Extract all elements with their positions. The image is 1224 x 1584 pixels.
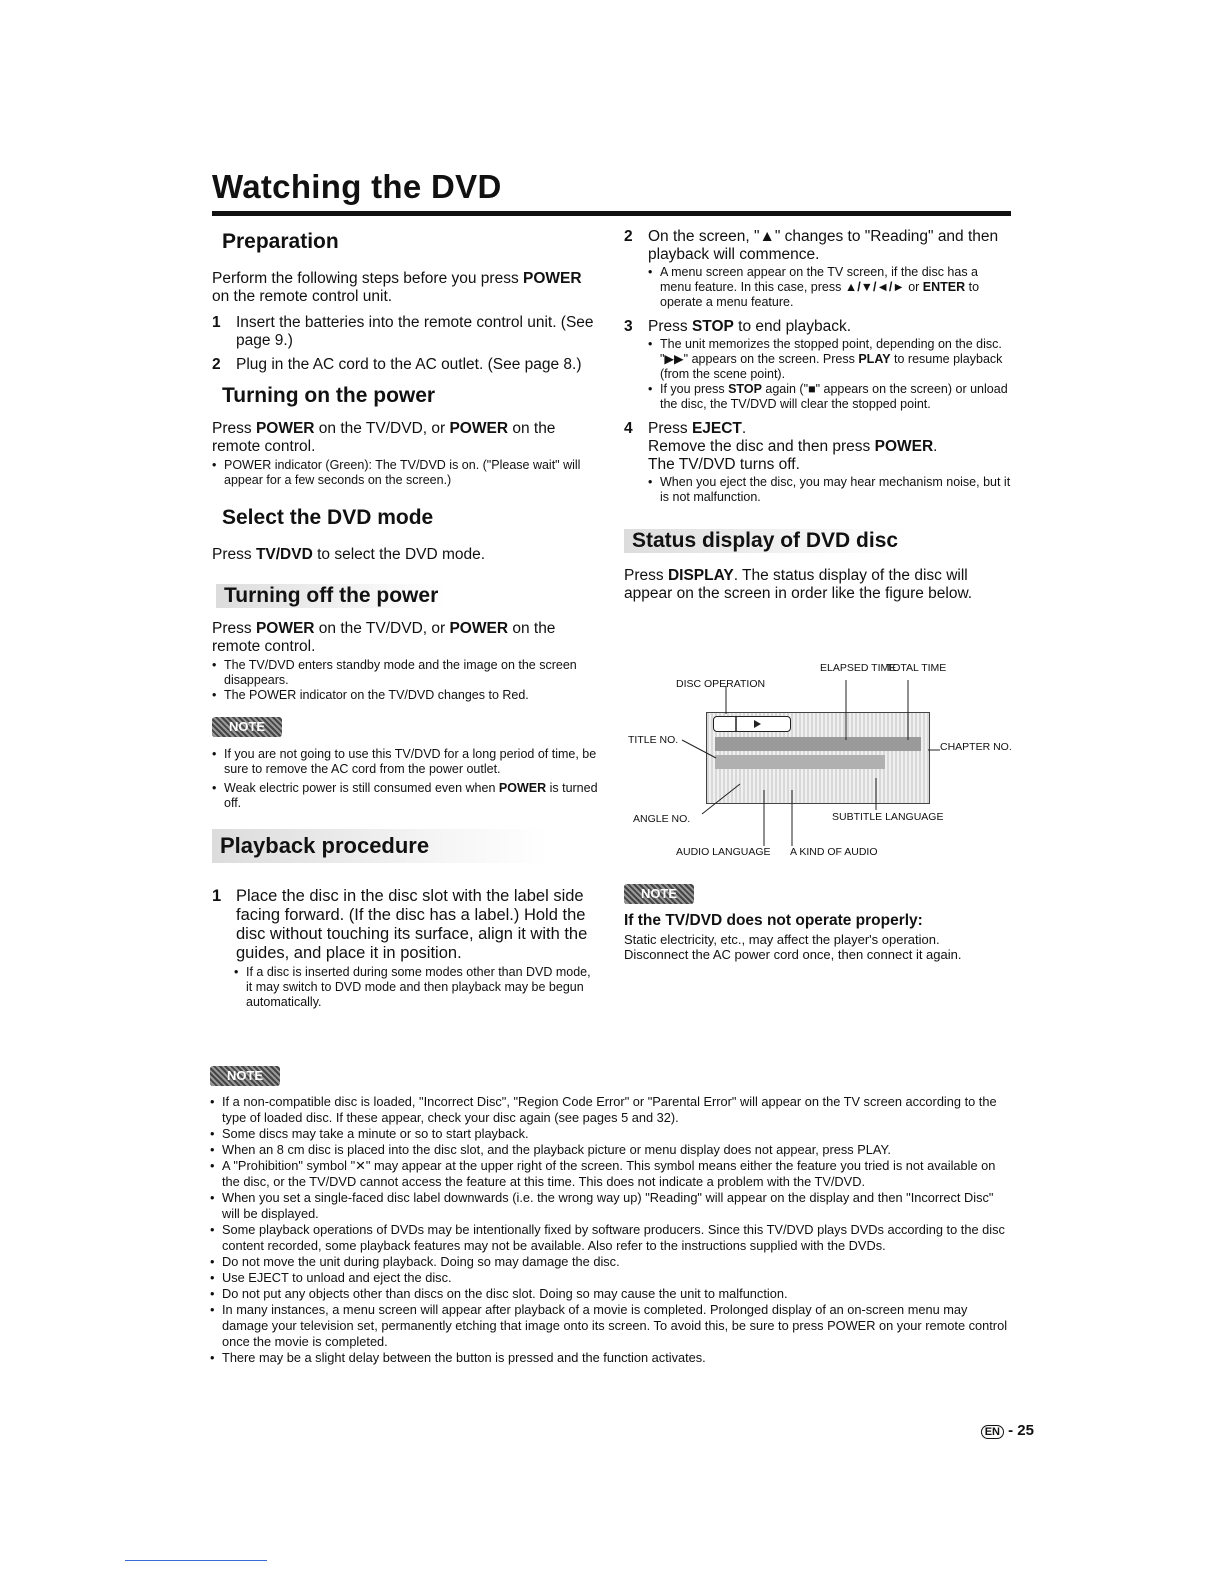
turning-on-text: Press POWER on the TV/DVD, or POWER on the remote control. xyxy=(212,420,556,455)
list-item: • When you set a single-faced disc label downwards (i.e. the wrong way up) "Reading" will appear on the display and then "Incorrect Disc" will be displayed. xyxy=(210,1190,1010,1222)
note3-bullets xyxy=(210,1094,1010,1366)
list-item: • A menu screen appear on the TV screen, if the disc has a menu feature. In this case, press ▲/▼/◄/► or ENTER to operate a menu feature. xyxy=(648,265,1012,310)
kind-of-audio-label: A KIND OF AUDIO xyxy=(790,846,878,858)
list-item: • Do not move the unit during playback. Doing so may damage the disc. xyxy=(210,1254,1010,1270)
list-item: 2 On the screen, "▲" changes to "Reading" and then playback will commence. • A menu screen appear on the TV screen, if the disc has a menu feature. In this case, press ▲/▼/◄/► or ENTER to operate a menu feature. xyxy=(624,228,1012,310)
list-item: • Some discs may take a minute or so to start playback. xyxy=(210,1126,1010,1142)
note2-line2: Disconnect the AC power cord once, then connect it again. xyxy=(624,947,962,962)
turning-on-heading: Turning on the power xyxy=(222,384,436,407)
angle-no-label: ANGLE NO. xyxy=(633,813,691,825)
note-badge: NOTE xyxy=(210,1066,280,1086)
page-title: Watching the DVD xyxy=(212,168,502,205)
status-text: Press DISPLAY. The status display of the disc will appear on the screen in order like the figure below. xyxy=(624,567,973,602)
left-column xyxy=(212,230,598,1010)
note-bullets xyxy=(212,747,598,811)
diagram-leaders xyxy=(620,660,960,850)
list-item: • The TV/DVD enters standby mode and the image on the screen disappears. xyxy=(212,658,598,688)
turning-off-bullets xyxy=(212,658,598,703)
list-item: 3 Press STOP to end playback. • The unit memorizes the stopped point, depending on the disc. "▶▶" appears on the screen. Press PLAY to resume playback (from the scene point). • If you press STOP again ("■" appears on the screen) or unload the disc, the TV/DVD will clear the stopped point. xyxy=(624,318,1012,412)
list-item: • If a disc is inserted during some modes other than DVD mode, it may switch to DVD mode and then playback may be begun automatically. xyxy=(234,965,598,1010)
elapsed-time-label: ELAPSED TIME xyxy=(820,662,897,674)
note2-line1: Static electricity, etc., may affect the player's operation. xyxy=(624,932,940,947)
title-no-label: TITLE NO. xyxy=(628,734,679,746)
list-item: 4 Press EJECT. Remove the disc and then press POWER. The TV/DVD turns off. • When you eject the disc, you may hear mechanism noise, but it is not malfunction. xyxy=(624,420,1012,505)
step3-bullets xyxy=(648,337,1012,412)
right-column xyxy=(624,228,1012,603)
list-item: • Do not put any objects other than discs on the disc slot. Doing so may cause the unit to malfunction. xyxy=(210,1286,1010,1302)
turning-on-bullets xyxy=(212,458,598,488)
note-badge: NOTE xyxy=(212,717,282,737)
list-item: • A "Prohibition" symbol "✕" may appear at the upper right of the screen. This symbol means either the feature you tried is not available on the disc, or the TV/DVD cannot access the feature at this time. This does not indicate a problem with the TV/DVD. xyxy=(210,1158,1010,1190)
list-item: • When you eject the disc, you may hear mechanism noise, but it is not malfunction. xyxy=(648,475,1012,505)
list-item: • When an 8 cm disc is placed into the disc slot, and the playback picture or menu display does not appear, press PLAY. xyxy=(210,1142,1010,1158)
playback-heading: Playback procedure xyxy=(212,829,598,863)
playback-steps-left xyxy=(212,887,598,963)
list-item: • If you press STOP again ("■" appears on the screen) or unload the disc, the TV/DVD will clear the stopped point. xyxy=(648,382,1012,412)
language-badge: EN xyxy=(981,1425,1004,1439)
preparation-heading: Preparation xyxy=(222,230,339,253)
page-number-value: - 25 xyxy=(1008,1422,1034,1439)
list-item: 2 Plug in the AC cord to the AC outlet. (See page 8.) xyxy=(212,356,582,373)
list-item: 1 Insert the batteries into the remote control unit. (See page 9.) xyxy=(212,314,594,349)
list-item: • POWER indicator (Green): The TV/DVD is on. ("Please wait" will appear for a few seconds on the screen.) xyxy=(212,458,598,488)
title-rule xyxy=(212,211,1011,216)
subtitle-language-label: SUBTITLE LANGUAGE xyxy=(832,811,944,823)
list-item: • If you are not going to use this TV/DVD for a long period of time, be sure to remove the AC cord from the power outlet. xyxy=(212,747,598,777)
chapter-no-label: CHAPTER NO. xyxy=(940,741,1012,753)
list-item: • In many instances, a menu screen will appear after playback of a movie is completed. Prolonged display of an on-screen menu may damage your television set, permanently etching that image onto its screen. To avoid this, be sure to press POWER on your remote control once the movie is completed. xyxy=(210,1302,1010,1350)
list-item: • Use EJECT to unload and eject the disc. xyxy=(210,1270,1010,1286)
status-heading: Status display of DVD disc xyxy=(624,529,1012,553)
list-item: 1 Place the disc in the disc slot with the label side facing forward. (If the disc has a label.) Hold the disc without touching its surface, align it with the guides, and place it in position. xyxy=(212,887,588,962)
note2 xyxy=(624,884,1012,962)
total-time-label: TOTAL TIME xyxy=(886,662,947,674)
note-badge: NOTE xyxy=(624,884,694,904)
audio-language-label: AUDIO LANGUAGE xyxy=(676,846,771,858)
select-dvd-text: Press TV/DVD to select the DVD mode. xyxy=(212,546,486,563)
list-item: • Some playback operations of DVDs may be intentionally fixed by software producers. Since this TV/DVD plays DVDs according to the disc content recorded, some playback features may not be available. Also refer to the instructions supplied with the DVDs. xyxy=(210,1222,1010,1254)
step4-bullets xyxy=(648,475,1012,505)
playback-steps-right xyxy=(624,228,1012,505)
list-item: • The unit memorizes the stopped point, depending on the disc. "▶▶" appears on the screen. Press PLAY to resume playback (from the scene point). xyxy=(648,337,1012,382)
list-item: • There may be a slight delay between the button is pressed and the function activates. xyxy=(210,1350,1010,1366)
select-dvd-heading: Select the DVD mode xyxy=(222,506,434,529)
note2-heading: If the TV/DVD does not operate properly: xyxy=(624,912,923,929)
preparation-steps xyxy=(212,314,598,374)
turning-off-text: Press POWER on the TV/DVD, or POWER on the remote control. xyxy=(212,620,556,655)
playback-step1-bullets xyxy=(234,965,598,1010)
list-item: • The POWER indicator on the TV/DVD changes to Red. xyxy=(212,688,598,703)
step2-bullets xyxy=(648,265,1012,310)
preparation-intro: Perform the following steps before you press POWER on the remote control unit. xyxy=(212,270,582,305)
footer-line xyxy=(125,1560,267,1561)
page-number xyxy=(981,1422,1034,1439)
list-item: • If a non-compatible disc is loaded, "Incorrect Disc", "Region Code Error" or "Parental Error" will appear on the TV screen according to the type of loaded disc. If these appear, check your disc again (see pages 5 and 32). xyxy=(210,1094,1010,1126)
note3 xyxy=(210,1066,1010,1366)
list-item: • Weak electric power is still consumed even when POWER is turned off. xyxy=(212,781,598,811)
turning-off-heading: Turning off the power xyxy=(216,584,598,608)
disc-operation-label: DISC OPERATION xyxy=(676,678,766,690)
